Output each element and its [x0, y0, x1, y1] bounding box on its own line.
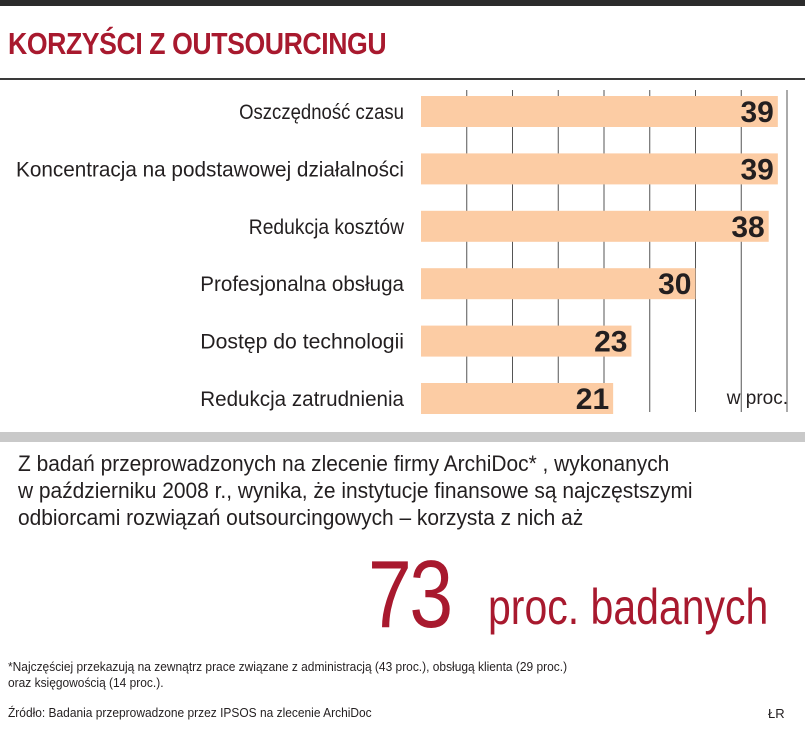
- bar: [421, 96, 778, 127]
- title-divider: [0, 78, 805, 80]
- highlight-unit: proc. badanych: [488, 579, 769, 635]
- description-line: odbiorcami rozwiązań outsourcingowych – korzysta z nich aż: [18, 505, 584, 530]
- source-note: Źródło: Badania przeprowadzone przez IPSOS na zlecenie ArchiDoc: [8, 705, 372, 720]
- footnote: [8, 659, 735, 691]
- section-divider: [0, 432, 805, 442]
- value-label: 21: [575, 383, 610, 416]
- value-label: 30: [658, 268, 692, 302]
- value-label: 39: [740, 96, 774, 129]
- chart-bars: [16, 96, 778, 416]
- footnote-line: *Najczęściej przekazują na zewnątrz prace związane z administracją (43 proc.), obsługą klienta (29 proc.): [8, 659, 568, 674]
- category-label: Profesjonalna obsługa: [200, 273, 405, 297]
- highlight-number: 73: [368, 541, 451, 648]
- author-initials: ŁR: [768, 706, 785, 721]
- category-label: Redukcja zatrudnienia: [200, 388, 405, 411]
- bar: [421, 211, 769, 242]
- top-border: [0, 0, 805, 6]
- category-label: Koncentracja na podstawowej działalności: [16, 158, 404, 182]
- unit-label: w proc.: [726, 388, 788, 409]
- category-label: Oszczędność czasu: [239, 101, 404, 124]
- chart-title: KORZYŚCI Z OUTSOURCINGU: [8, 26, 387, 61]
- highlight-stat: [368, 540, 769, 650]
- description-line: w październiku 2008 r., wynika, że instytucje finansowe są najczęstszymi: [18, 478, 693, 503]
- footnote-line: oraz księgowością (14 proc.).: [8, 675, 164, 690]
- value-label: 39: [740, 153, 774, 187]
- category-label: Dostęp do technologii: [200, 330, 405, 354]
- description: [18, 450, 743, 531]
- bar: [421, 268, 696, 302]
- chart-grid: [467, 90, 787, 412]
- bar: [421, 153, 778, 187]
- value-label: 38: [731, 210, 765, 244]
- description-line: Z badań przeprowadzonych na zlecenie firmy ArchiDoc* , wykonanych: [18, 451, 670, 476]
- category-label: Redukcja kosztów: [248, 215, 405, 239]
- bar-chart: [0, 82, 805, 430]
- value-label: 23: [594, 325, 628, 359]
